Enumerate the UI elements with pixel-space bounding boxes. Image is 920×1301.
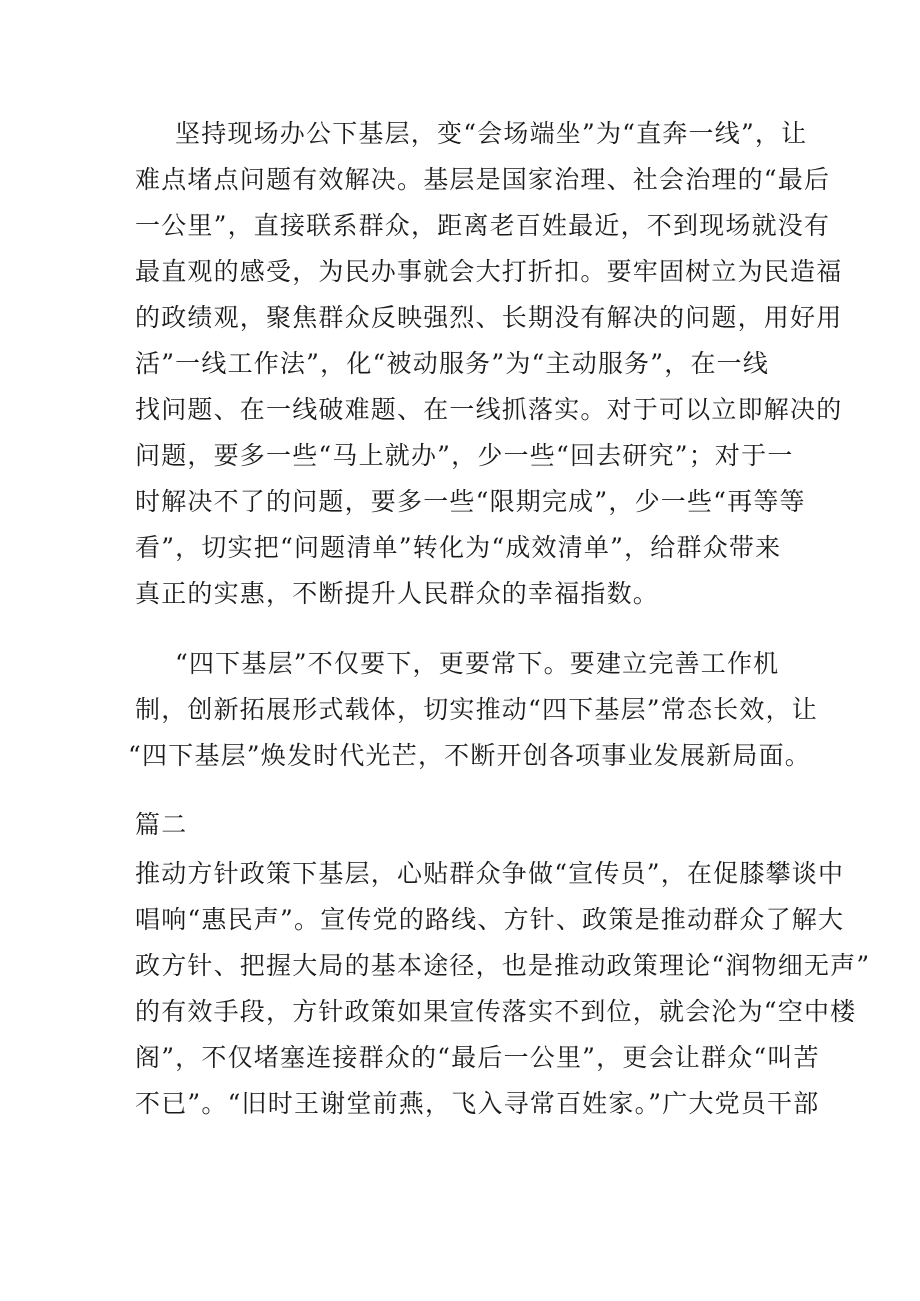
paragraph-2-line: “四下基层”焕发时代光芒，不断开创各项事业发展新局面。 xyxy=(128,741,811,770)
section-heading: 篇二 xyxy=(135,810,188,839)
paragraph-2-line: 制，创新拓展形式载体，切实推动“四下基层”常态长效，让 xyxy=(135,695,818,724)
paragraph-3-line: 的有效手段，方针政策如果宣传落实不到位，就会沦为“空中楼 xyxy=(135,997,857,1026)
paragraph-3-line: 不已”。“旧时王谢堂前燕，飞入寻常百姓家。”广大党员干部 xyxy=(135,1089,820,1118)
paragraph-2-line: “四下基层”不仅要下，更要常下。要建立完善工作机 xyxy=(175,649,780,678)
paragraph-1-line: 时解决不了的问题，要多一些“限期完成”，少一些“再等等 xyxy=(135,487,806,516)
paragraph-1-line: 的政绩观，聚焦群众反映强烈、长期没有解决的问题，用好用 xyxy=(135,303,843,332)
paragraph-1-line: 难点堵点问题有效解决。基层是国家治理、社会治理的“最后 xyxy=(135,165,831,194)
paragraph-1-line: 问题，要多一些“马上就办”，少一些“回去研究”；对于一 xyxy=(135,441,794,470)
paragraph-3-line: 推动方针政策下基层，心贴群众争做“宣传员”，在促膝攀谈中 xyxy=(135,859,845,888)
paragraph-3-line: 阁”，不仅堵塞连接群众的“最后一公里”，更会让群众“叫苦 xyxy=(135,1043,820,1072)
paragraph-1-line: 真正的实惠，不断提升人民群众的幸福指数。 xyxy=(135,579,660,608)
paragraph-1-line: 找问题、在一线破难题、在一线抓落实。对于可以立即解决的 xyxy=(135,395,843,424)
paragraph-3-line: 唱响“惠民声”。宣传党的路线、方针、政策是推动群众了解大 xyxy=(135,905,845,934)
paragraph-1-line: 活”一线工作法”，化“被动服务”为“主动服务”，在一线 xyxy=(135,349,770,378)
paragraph-1-line: 坚持现场办公下基层，变“会场端坐”为“直奔一线”，让 xyxy=(175,119,808,148)
paragraph-3-line: 政方针、把握大局的基本途径，也是推动政策理论“润物细无声” xyxy=(135,951,871,980)
paragraph-1-line: 看”，切实把“问题清单”转化为“成效清单”，给群众带来 xyxy=(135,533,782,562)
paragraph-1-line: 最直观的感受，为民办事就会大打折扣。要牢固树立为民造福 xyxy=(135,257,843,286)
paragraph-1-line: 一公里”，直接联系群众，距离老百姓最近，不到现场就没有 xyxy=(135,211,831,240)
